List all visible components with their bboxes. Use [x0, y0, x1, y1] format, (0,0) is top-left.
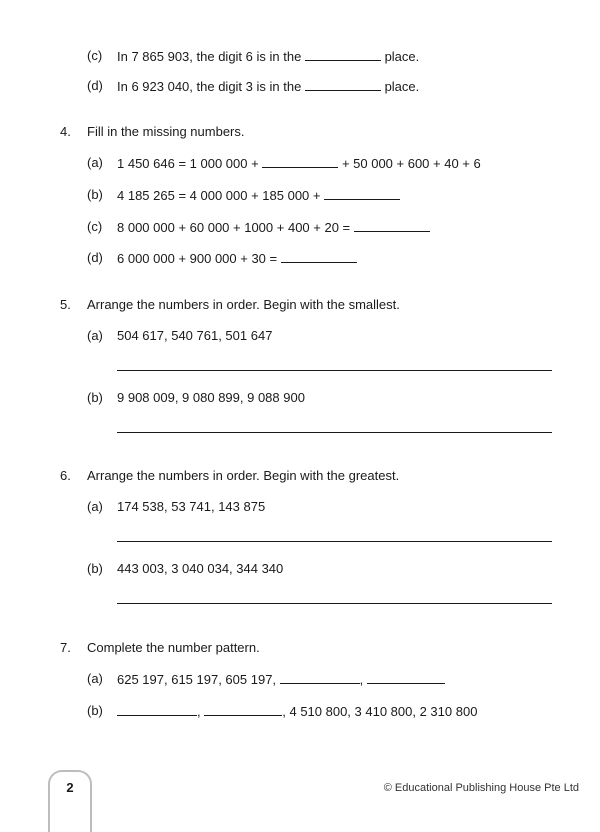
answer-line[interactable] — [117, 603, 552, 604]
question-text: 8 000 000 + 60 000 + 1000 + 400 + 20 = — [117, 220, 351, 235]
answer-blank[interactable] — [280, 671, 360, 684]
question-4d — [117, 250, 357, 267]
question-heading: Fill in the missing numbers. — [87, 124, 245, 139]
question-text: place. — [384, 79, 420, 94]
item-label: (d) — [87, 78, 103, 93]
item-label: (b) — [87, 561, 103, 576]
answer-blank[interactable] — [354, 219, 430, 232]
question-text: 504 617, 540 761, 501 647 — [117, 328, 273, 343]
question-number: 7. — [60, 640, 71, 655]
question-text: 9 908 009, 9 080 899, 9 088 900 — [117, 390, 305, 405]
answer-line[interactable] — [117, 370, 552, 371]
question-text: In 7 865 903, the digit 6 is in the — [117, 49, 302, 64]
question-3c — [117, 48, 419, 65]
question-number: 4. — [60, 124, 71, 139]
question-heading: Complete the number pattern. — [87, 640, 260, 655]
question-text: 4 185 265 = 4 000 000 + 185 000 + — [117, 188, 321, 203]
answer-line[interactable] — [117, 432, 552, 433]
question-heading: Arrange the numbers in order. Begin with the greatest. — [87, 468, 400, 483]
item-label: (b) — [87, 187, 103, 202]
question-number: 5. — [60, 297, 71, 312]
question-text: 1 450 646 = 1 000 000 + — [117, 156, 259, 171]
answer-blank[interactable] — [324, 187, 400, 200]
question-3d — [117, 78, 419, 95]
answer-blank[interactable] — [305, 78, 381, 91]
question-text: 6 000 000 + 900 000 + 30 = — [117, 251, 278, 266]
page-number: 2 — [66, 780, 74, 795]
item-label: (c) — [87, 48, 103, 63]
item-label: (b) — [87, 703, 103, 718]
answer-blank[interactable] — [117, 703, 197, 716]
separator: , — [197, 704, 201, 719]
question-4c — [117, 219, 430, 236]
question-7b — [117, 703, 477, 720]
question-text: + 50 000 + 600 + 40 + 6 — [341, 156, 481, 171]
question-text: In 6 923 040, the digit 3 is in the — [117, 79, 302, 94]
answer-blank[interactable] — [305, 48, 381, 61]
item-label: (b) — [87, 390, 103, 405]
separator: , — [359, 672, 364, 687]
question-number: 6. — [60, 468, 71, 483]
answer-blank[interactable] — [281, 250, 357, 263]
item-label: (d) — [87, 250, 103, 265]
question-text: 174 538, 53 741, 143 875 — [117, 499, 266, 514]
question-4b — [117, 187, 400, 204]
question-text: 443 003, 3 040 034, 344 340 — [117, 561, 284, 576]
question-text: , 4 510 800, 3 410 800, 2 310 800 — [282, 704, 478, 719]
item-label: (c) — [87, 219, 103, 234]
question-4a — [117, 155, 481, 172]
question-text: place. — [384, 49, 420, 64]
item-label: (a) — [87, 155, 103, 170]
item-label: (a) — [87, 671, 103, 686]
item-label: (a) — [87, 499, 103, 514]
copyright-footer: © Educational Publishing House Pte Ltd — [383, 782, 579, 794]
answer-blank[interactable] — [367, 671, 445, 684]
question-heading: Arrange the numbers in order. Begin with the smallest. — [87, 297, 400, 312]
item-label: (a) — [87, 328, 103, 343]
question-text: 625 197, 615 197, 605 197, — [117, 672, 277, 687]
answer-line[interactable] — [117, 541, 552, 542]
answer-blank[interactable] — [262, 155, 338, 168]
answer-blank[interactable] — [204, 703, 282, 716]
question-7a — [117, 671, 445, 688]
